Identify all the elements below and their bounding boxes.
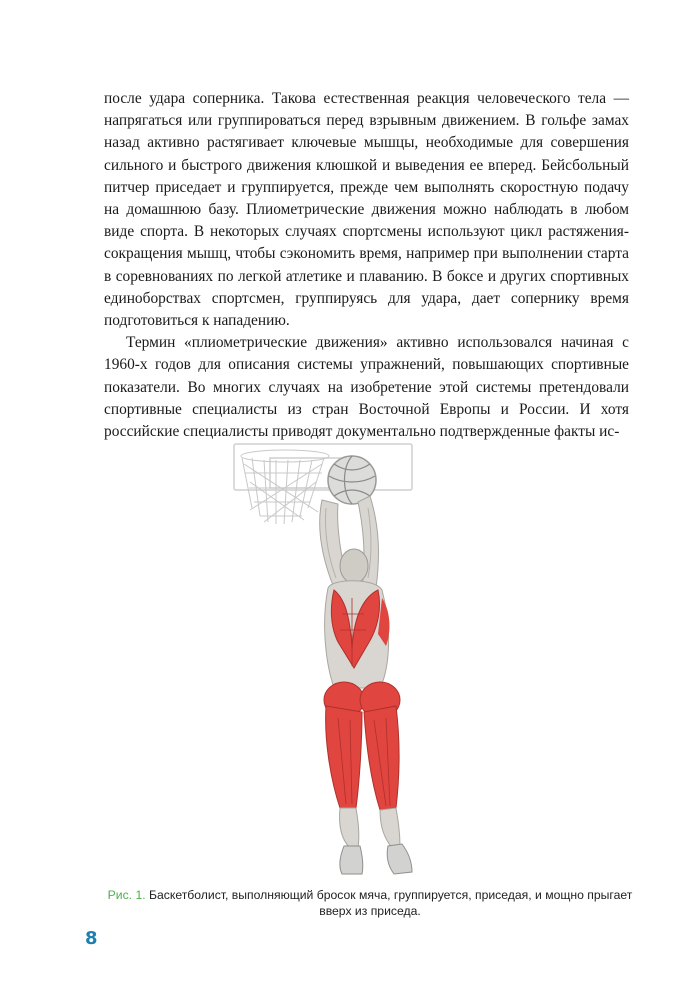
caption-text: Баскетболист, выполняющий бросок мяча, группируется, приседая, и мощно прыгает вверх из приседа. xyxy=(149,888,633,918)
paragraph-1: после удара соперника. Такова естественная реакция человеческого тела — напрягаться или группироваться перед взрывным движением. В гольфе замах назад активно растягивает ключевые мышцы, необходимые для совершения сильного и быстрого движения клюшкой и выведения ее вперед. Бейсбольный питчер приседает и группируется, прежде чем выполнять скоростную подачу на домашнюю базу. Плиометрические движения можно наблюдать в любом виде спорта. В некоторых случаях спортсмены используют цикл растяжения-сокращения мышц, чтобы сэкономить время, например при выполнении старта в соревнованиях по легкой атлетике и плаванию. В боксе и других спортивных единоборствах спортсмен, группируясь для удара, дает сопернику время подготовиться к нападению. xyxy=(104,90,629,330)
basketball-player-illustration xyxy=(230,438,430,883)
page-number: 8 xyxy=(85,928,98,949)
figure-caption xyxy=(100,888,640,919)
paragraph-2: Термин «плиометрические движения» активно использовался начиная с 1960-х годов для описания системы упражнений, повышающих спортивные показатели. Во многих случаях на изобретение этой системы претендовали спортивные специалисты из стран Восточной Европы и России. И хотя российские специалисты приводят документально подтвержденные факты ис- xyxy=(104,334,629,441)
caption-label: Рис. 1. xyxy=(107,888,146,902)
sneakers xyxy=(340,844,412,874)
body-text xyxy=(104,88,629,443)
basketball-net xyxy=(241,450,329,524)
head xyxy=(340,549,368,583)
legs xyxy=(326,706,400,848)
torso xyxy=(325,581,390,688)
